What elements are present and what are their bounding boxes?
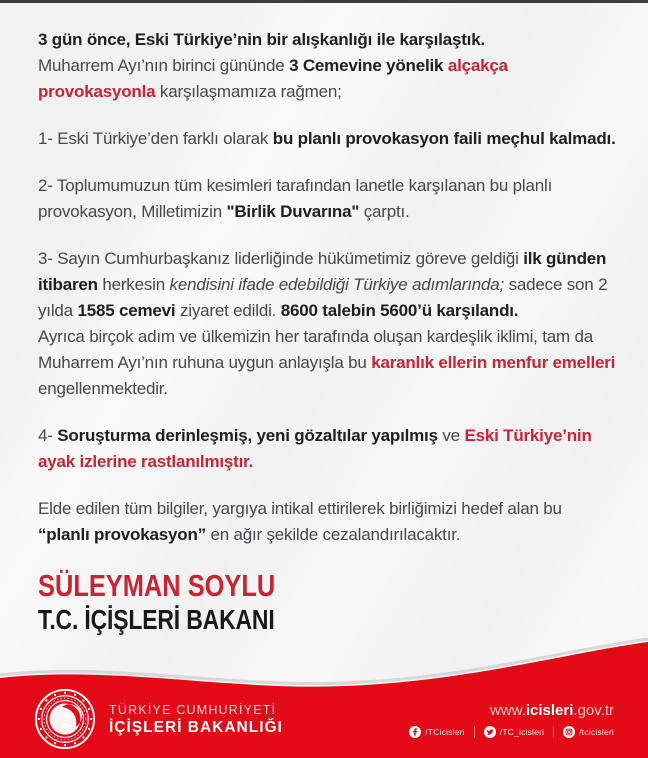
paragraph-2: 2- Toplumumuzun tüm kesimleri tarafından lanetle karşılanan bu planlı provokasyon, Milletimizin "Birlik Duvarına" çarptı. xyxy=(38,176,553,221)
signature-block xyxy=(38,569,616,637)
ministry-name-line2: İÇİŞLERİ BAKANLIĞI xyxy=(109,718,283,736)
highlight-red: alçakça provokasyonla xyxy=(38,56,508,101)
twitter-icon xyxy=(484,726,496,738)
instagram-handle: /tcicisleri xyxy=(579,726,614,737)
ministry-name-line1: TÜRKİYE CUMHURİYETİ xyxy=(109,702,277,717)
instagram-link[interactable] xyxy=(563,726,614,738)
twitter-handle: /TC_icisleri xyxy=(499,726,545,737)
instagram-icon xyxy=(563,726,575,738)
facebook-icon xyxy=(409,726,421,738)
footer-content xyxy=(0,680,648,758)
footer-links xyxy=(409,701,614,738)
highlight-red: Eski Türkiye’nin ayak izlerine rastlanılmıştır. xyxy=(38,426,592,471)
signature-title: T.C. İÇİŞLERİ BAKANI xyxy=(38,604,275,635)
top-border-line xyxy=(0,0,648,3)
facebook-handle: /TCicisleri xyxy=(425,726,465,737)
facebook-link[interactable] xyxy=(409,726,465,738)
social-divider xyxy=(474,726,475,738)
highlight-red: karanlık ellerin menfur emelleri xyxy=(371,353,616,372)
social-links-row xyxy=(409,726,614,738)
social-divider xyxy=(553,726,554,738)
paragraph-closing: Elde edilen tüm bilgiler, yargıya intikal ettirilerek birliğimizi hedef alan bu “planlı provokasyon” en ağır şekilde cezalandırılacaktır. xyxy=(38,499,562,544)
intro-headline: 3 gün önce, Eski Türkiye’nin bir alışkanlığı ile karşılaştık. xyxy=(38,30,485,49)
twitter-link[interactable] xyxy=(484,726,544,738)
ministry-emblem-icon xyxy=(34,688,96,750)
paragraph-3: 3- Sayın Cumhurbaşkanız liderliğinde hükümetimiz göreve geldiği ilk günden itibaren herkesin kendisini ifade edebildiği Türkiye adımlarında; sadece son 2 yılda 1585 cemevi ziyaret edildi. 8600 talebin 5600’ü karşılandı. Ayrıca birçok adım ve ülkemizin her tarafında oluşan kardeşlik iklimi, tam da Muharrem Ayı’nın ruhuna uygun anlayışla bu karanlık ellerin menfur emelleri engellenmektedir. xyxy=(38,246,616,402)
ministry-name xyxy=(109,702,283,737)
paragraph-4: 4- Soruşturma derinleşmiş, yeni gözaltılar yapılmış ve Eski Türkiye’nin ayak izlerine rastlanılmıştır. xyxy=(38,426,592,471)
footer-band xyxy=(0,638,648,758)
website-url[interactable]: www.icisleri.gov.tr xyxy=(490,701,614,719)
signature-name: SÜLEYMAN SOYLU xyxy=(38,568,276,603)
paragraph-intro: 3 gün önce, Eski Türkiye’nin bir alışkanlığı ile karşılaştık. Muharrem Ayı’nın birinci gününde 3 Cemevine yönelik alçakça provokasyonla karşılaşmamıza rağmen; xyxy=(38,27,616,105)
ministry-brand xyxy=(34,688,283,750)
paragraph-1: 1- Eski Türkiye’den farklı olarak bu planlı provokasyon faili meçhul kalmadı. xyxy=(38,129,616,148)
statement-body xyxy=(38,27,616,637)
paragraph-3-continuation: Ayrıca birçok adım ve ülkemizin her tarafında oluşan kardeşlik iklimi, tam da Muharrem Ayı’nın ruhuna uygun anlayışla bu karanlık ellerin menfur emelleri engellenmektedir. xyxy=(38,327,616,398)
